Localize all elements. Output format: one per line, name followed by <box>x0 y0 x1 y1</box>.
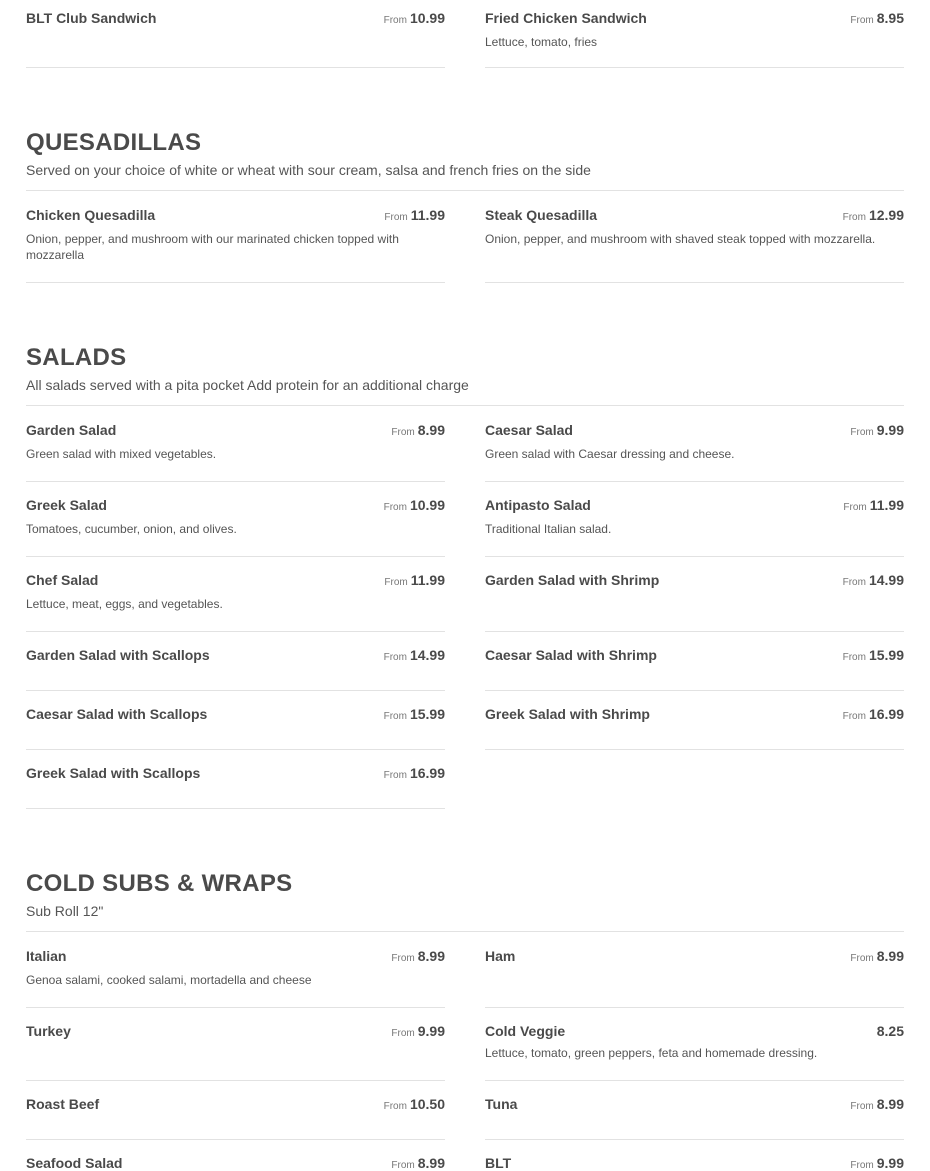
price-value: 16.99 <box>409 765 445 781</box>
price-value: 10.99 <box>409 497 445 513</box>
from-label: From <box>850 1101 874 1112</box>
menu-item[interactable] <box>485 1086 904 1140</box>
from-label: From <box>842 212 866 223</box>
from-label: From <box>850 953 874 964</box>
price-value: 11.99 <box>869 497 904 513</box>
price-value: 8.99 <box>417 948 445 964</box>
item-name: Greek Salad with Shrimp <box>485 706 650 722</box>
item-description: Onion, pepper, and mushroom with our marinated chicken topped with mozzarella <box>26 232 399 262</box>
item-description: Traditional Italian salad. <box>485 522 612 536</box>
price-value: 15.99 <box>868 647 904 663</box>
price-value: 11.99 <box>410 572 445 588</box>
item-name: Caesar Salad with Shrimp <box>485 647 657 663</box>
item-price <box>850 948 904 964</box>
item-description: Tomatoes, cucumber, onion, and olives. <box>26 522 237 536</box>
item-price <box>850 422 904 438</box>
item-price <box>850 1096 904 1112</box>
item-price <box>384 207 445 223</box>
from-label: From <box>391 1160 415 1171</box>
item-description: Lettuce, tomato, green peppers, feta and homemade dressing. <box>485 1046 818 1060</box>
item-price <box>384 765 445 781</box>
section-subtitle-quesadillas: Served on your choice of white or wheat with sour cream, salsa and french fries on the side <box>26 162 591 178</box>
menu-item[interactable] <box>485 637 904 691</box>
menu-item[interactable] <box>485 696 904 750</box>
menu-item[interactable] <box>26 1145 445 1171</box>
menu-item[interactable] <box>26 412 445 482</box>
menu-item[interactable] <box>485 487 904 557</box>
price-value: 10.50 <box>409 1096 445 1112</box>
item-price <box>384 706 445 722</box>
from-label: From <box>383 770 407 781</box>
menu-item[interactable] <box>26 197 445 283</box>
from-label: From <box>384 577 408 588</box>
from-label: From <box>383 711 407 722</box>
menu-item[interactable] <box>26 755 445 809</box>
menu-item[interactable] <box>485 197 904 283</box>
from-label: From <box>391 953 415 964</box>
item-price <box>391 422 445 438</box>
menu-item[interactable] <box>26 1013 445 1081</box>
item-name: BLT <box>485 1155 512 1171</box>
from-label: From <box>842 652 866 663</box>
menu-item[interactable] <box>26 487 445 557</box>
item-price <box>384 10 445 26</box>
item-description: Onion, pepper, and mushroom with shaved steak topped with mozzarella. <box>485 232 876 246</box>
item-name: Cold Veggie <box>485 1023 566 1039</box>
from-label: From <box>391 427 415 438</box>
from-label: From <box>383 1101 407 1112</box>
from-label: From <box>850 15 874 26</box>
item-price <box>843 572 904 588</box>
price-value: 16.99 <box>868 706 904 722</box>
item-price <box>391 1023 445 1039</box>
from-label: From <box>842 577 866 588</box>
item-price <box>874 1023 904 1039</box>
item-description: Green salad with Caesar dressing and cheese. <box>485 447 735 461</box>
price-value: 9.99 <box>417 1023 445 1039</box>
from-label: From <box>384 212 408 223</box>
price-value: 9.99 <box>876 1155 904 1171</box>
section-title-quesadillas: QUESADILLAS <box>26 129 202 156</box>
section-title-cold-subs: COLD SUBS & WRAPS <box>26 870 293 897</box>
section-subtitle-salads: All salads served with a pita pocket Add protein for an additional charge <box>26 377 469 393</box>
from-label: From <box>842 711 866 722</box>
menu-item[interactable] <box>26 637 445 691</box>
item-price <box>843 207 904 223</box>
item-price <box>384 572 445 588</box>
price-value: 8.99 <box>876 948 904 964</box>
section-subtitle-cold-subs: Sub Roll 12" <box>26 903 104 919</box>
item-description: Lettuce, meat, eggs, and vegetables. <box>26 597 223 611</box>
menu-item[interactable] <box>485 0 904 68</box>
item-price <box>843 706 904 722</box>
item-description: Green salad with mixed vegetables. <box>26 447 217 461</box>
section-divider <box>26 931 904 932</box>
item-name: Caesar Salad <box>485 422 573 438</box>
menu-item[interactable] <box>485 562 904 632</box>
item-name: Steak Quesadilla <box>485 207 598 223</box>
from-label: From <box>850 427 874 438</box>
item-name: Ham <box>485 948 516 964</box>
menu-item[interactable] <box>26 938 445 1008</box>
item-price <box>384 497 445 513</box>
item-name: Tuna <box>485 1096 518 1112</box>
price-value: 8.25 <box>876 1023 904 1039</box>
price-value: 8.95 <box>876 10 904 26</box>
menu-item[interactable] <box>26 696 445 750</box>
item-name: Fried Chicken Sandwich <box>485 10 647 26</box>
item-price <box>391 948 445 964</box>
item-price <box>843 647 904 663</box>
price-value: 8.99 <box>417 1155 445 1171</box>
from-label: From <box>383 652 407 663</box>
menu-item[interactable] <box>485 1013 904 1081</box>
price-value: 9.99 <box>876 422 904 438</box>
price-value: 10.99 <box>409 10 445 26</box>
from-label: From <box>383 502 407 513</box>
from-label: From <box>850 1160 874 1171</box>
price-value: 14.99 <box>868 572 904 588</box>
menu-item[interactable] <box>26 562 445 632</box>
price-value: 12.99 <box>868 207 904 223</box>
item-name: BLT Club Sandwich <box>26 10 157 26</box>
menu-item[interactable] <box>26 1086 445 1140</box>
item-price <box>843 497 904 513</box>
item-name: Turkey <box>26 1023 71 1039</box>
from-label: From <box>383 15 407 26</box>
menu-item[interactable] <box>485 1145 904 1171</box>
from-label: From <box>391 1028 415 1039</box>
item-name: Chicken Quesadilla <box>26 207 156 223</box>
menu-item[interactable] <box>26 0 445 68</box>
item-name: Greek Salad with Scallops <box>26 765 201 781</box>
section-title-salads: SALADS <box>26 344 127 371</box>
item-name: Seafood Salad <box>26 1155 123 1171</box>
price-value: 14.99 <box>409 647 445 663</box>
from-label: From <box>843 502 867 513</box>
item-name: Garden Salad <box>26 422 117 438</box>
item-name: Garden Salad with Shrimp <box>485 572 660 588</box>
item-name: Roast Beef <box>26 1096 100 1112</box>
section-divider <box>26 405 904 406</box>
section-divider <box>26 190 904 191</box>
item-price <box>391 1155 445 1171</box>
item-name: Chef Salad <box>26 572 99 588</box>
item-description: Lettuce, tomato, fries <box>485 35 598 49</box>
item-name: Garden Salad with Scallops <box>26 647 210 663</box>
item-name: Antipasto Salad <box>485 497 591 513</box>
price-value: 8.99 <box>417 422 445 438</box>
item-price <box>384 1096 445 1112</box>
item-description: Genoa salami, cooked salami, mortadella and cheese <box>26 973 312 987</box>
price-value: 8.99 <box>876 1096 904 1112</box>
price-value: 15.99 <box>409 706 445 722</box>
item-name: Caesar Salad with Scallops <box>26 706 208 722</box>
item-price <box>850 1155 904 1171</box>
menu-item[interactable] <box>485 412 904 482</box>
item-name: Italian <box>26 948 67 964</box>
menu-item[interactable] <box>485 938 904 1008</box>
item-name: Greek Salad <box>26 497 107 513</box>
item-price <box>384 647 445 663</box>
item-price <box>850 10 904 26</box>
price-value: 11.99 <box>410 207 445 223</box>
